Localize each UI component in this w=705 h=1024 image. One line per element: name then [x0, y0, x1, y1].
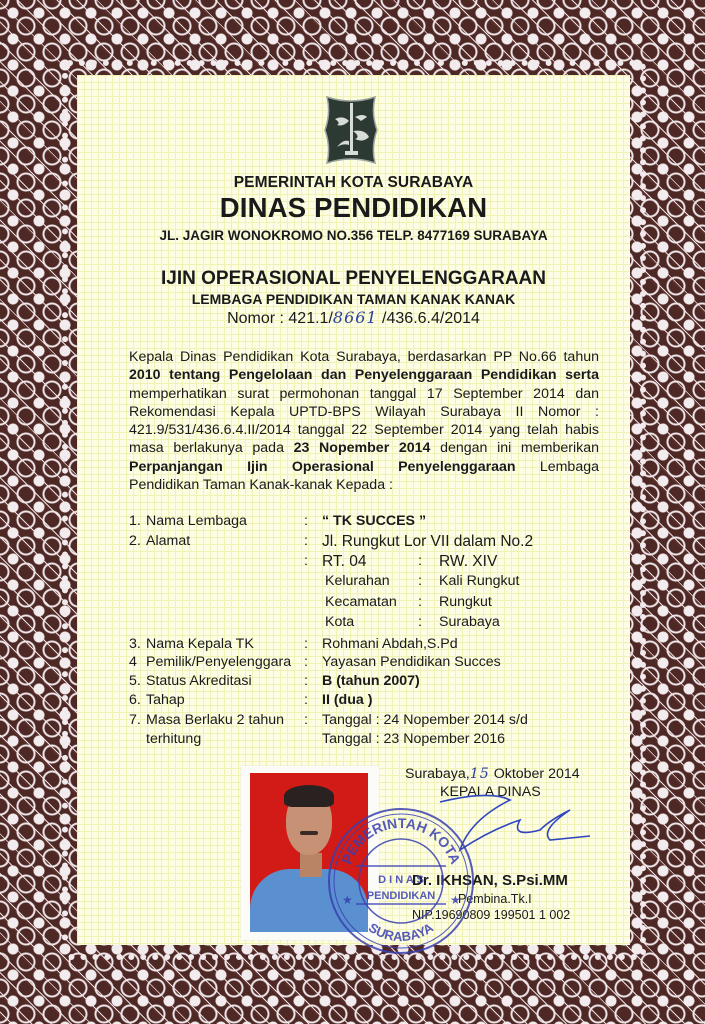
- stamp-center-line1: D I N A S: [378, 874, 424, 886]
- address-sub-value: Surabaya: [439, 614, 500, 630]
- item-number: 7.: [129, 712, 141, 728]
- rw-colon: :: [418, 553, 422, 569]
- rt-colon: :: [304, 553, 308, 569]
- number-prefix: Nomor : 421.1/: [227, 310, 333, 327]
- item-value: “ TK SUCCES ”: [322, 513, 427, 529]
- stamp-center-line2: PENDIDIKAN: [366, 890, 436, 902]
- item-label: Pemilik/Penyelenggara: [146, 654, 292, 670]
- sign-rank: Pembina.Tk.I: [458, 892, 532, 906]
- item-value: Tanggal : 24 Nopember 2014 s/d: [322, 712, 528, 728]
- number-handwritten: 8661: [332, 308, 378, 327]
- item-colon: :: [304, 673, 308, 689]
- item-number: 4: [129, 654, 137, 670]
- item-value: II (dua ): [322, 692, 373, 708]
- stamp-bottom-text: SURABAYA: [366, 919, 436, 945]
- address-sub-label: Kelurahan: [325, 573, 390, 589]
- photo-neck: [300, 853, 322, 877]
- address-sub-colon: :: [418, 614, 422, 630]
- address-sub-value: Rungkut: [439, 594, 492, 610]
- paragraph-segment: memperhatikan surat permohonan tanggal 17 September 2014 dan: [129, 385, 599, 402]
- item-value: Rohmani Abdah,S.Pd: [322, 636, 458, 652]
- photo-mustache: [300, 831, 318, 835]
- item-colon: :: [304, 692, 308, 708]
- paragraph-line: [129, 458, 599, 476]
- document-title: IJIN OPERASIONAL PENYELENGGARAAN: [161, 268, 546, 289]
- number-suffix: /436.6.4/2014: [377, 310, 480, 327]
- paragraph-line: [129, 439, 599, 457]
- paragraph-segment: Rekomendasi Kepala UPTD-BPS Wilayah Surabaya II Nomor :: [129, 403, 599, 420]
- paragraph-segment: Kepala Dinas Pendidikan Kota Surabaya, berdasarkan PP No.66 tahun: [129, 349, 599, 365]
- paragraph-line: [129, 421, 599, 439]
- sign-nip: NIP.19690809 199501 1 002: [412, 908, 571, 922]
- item-label: Tahap: [146, 692, 185, 708]
- photo-hair: [284, 785, 334, 807]
- item-number: 3.: [129, 636, 141, 652]
- address-sub-colon: :: [418, 573, 422, 589]
- sign-place: Surabaya,: [405, 766, 470, 782]
- stamp-star-left-icon: ★: [342, 893, 353, 907]
- office-address: JL. JAGIR WONOKROMO NO.356 TELP. 8477169 SURABAYA: [159, 228, 548, 243]
- paragraph-line: [129, 348, 599, 366]
- rt-value: RT. 04: [322, 553, 367, 570]
- item-number: 6.: [129, 692, 141, 708]
- item-colon: :: [304, 654, 308, 670]
- sign-position: KEPALA DINAS: [440, 784, 541, 800]
- stamp-top-text: PEMERINTAH KOTA: [338, 814, 464, 867]
- paragraph-segment: Lembaga: [515, 458, 599, 475]
- rw-value: RW. XIV: [439, 553, 498, 570]
- official-stamp: [326, 806, 476, 956]
- sign-name: Dr. IKHSAN, S.Psi.MM: [412, 872, 568, 889]
- office-name: DINAS PENDIDIKAN: [219, 192, 488, 223]
- paragraph-segment: Perpanjangan Ijin Operasional Penyelenggaraan: [129, 458, 516, 475]
- item-colon: :: [304, 636, 308, 652]
- government-name: PEMERINTAH KOTA SURABAYA: [233, 174, 474, 191]
- item-colon: :: [304, 712, 308, 728]
- paragraph-segment: 23 Nopember 2014: [293, 440, 431, 457]
- address-sub-value: Kali Rungkut: [439, 573, 520, 589]
- item-number: 1.: [129, 513, 141, 529]
- item-label: Nama Kepala TK: [146, 636, 254, 652]
- paragraph-line: [129, 476, 599, 494]
- item-value: Yayasan Pendidikan Succes: [322, 654, 501, 670]
- item7-value-continued: Tanggal : 23 Nopember 2016: [322, 731, 505, 747]
- paragraph-line: [129, 403, 599, 421]
- item-number: 2.: [129, 533, 141, 549]
- sign-day-handwritten: 15: [469, 766, 490, 782]
- paragraph-segment: Pendidikan Taman Kanak-kanak Kepada :: [129, 477, 393, 494]
- item-label: Nama Lembaga: [146, 513, 247, 529]
- paragraph-segment: 2010 tentang Pengelolaan dan Penyelenggaraan Pendidikan serta: [129, 367, 599, 384]
- item-number: 5.: [129, 673, 141, 689]
- item-label: Alamat: [146, 533, 191, 549]
- document-subtitle: LEMBAGA PENDIDIKAN TAMAN KANAK KANAK: [191, 291, 516, 307]
- item-value: B (tahun 2007): [322, 673, 420, 689]
- item-colon: :: [304, 513, 308, 529]
- item-label: Status Akreditasi: [146, 673, 252, 689]
- sign-place-date: [405, 766, 580, 782]
- paragraph-segment: masa berlakunya pada: [129, 440, 294, 457]
- paragraph-line: [129, 366, 599, 384]
- item7-label-continued: terhitung: [146, 731, 202, 747]
- item-value: Jl. Rungkut Lor VII dalam No.2: [322, 533, 534, 550]
- address-sub-label: Kecamatan: [325, 594, 397, 610]
- address-sub-colon: :: [418, 594, 422, 610]
- document-number: [77, 308, 630, 328]
- stamp-star-right-icon: ★: [450, 893, 461, 907]
- body-paragraph: [129, 348, 599, 494]
- address-sub-label: Kota: [325, 614, 355, 630]
- surabaya-crest-icon: [321, 93, 381, 167]
- paragraph-segment: 421.9/531/436.6.4.II/2014 tanggal 22 September 2014 yang telah habis: [129, 422, 599, 439]
- paragraph-segment: dengan ini memberikan: [430, 440, 599, 457]
- item-colon: :: [304, 533, 308, 549]
- paragraph-line: [129, 385, 599, 403]
- sign-month-year: Oktober 2014: [489, 766, 580, 782]
- item-label: Masa Berlaku 2 tahun: [146, 712, 285, 728]
